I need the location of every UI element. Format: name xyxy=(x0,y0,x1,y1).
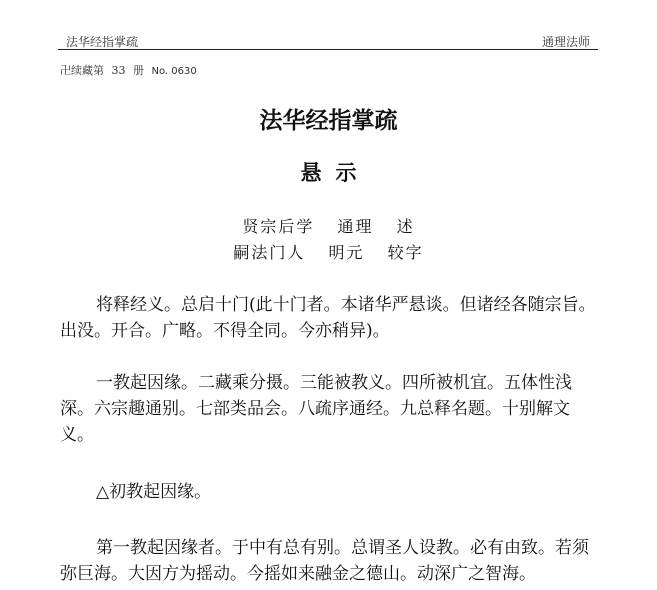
document-title: 法华经指掌疏 xyxy=(259,107,398,134)
author-name: 通理 xyxy=(337,217,374,236)
header-book-title: 法华经指掌疏 xyxy=(66,35,139,49)
volume-number: 33 xyxy=(111,64,126,77)
header-author: 通理法师 xyxy=(541,35,590,49)
author-role: 贤宗后学 xyxy=(242,217,315,236)
paragraph-body: 第一教起因缘者。于中有总有别。总谓圣人设教。必有由致。若须弥巨海。大因方为摇动。今摇如来融金之德山。动深广之智海。 xyxy=(60,538,589,584)
running-header xyxy=(58,29,598,50)
paragraph-ten-gates: 一教起因缘。二藏乘分摄。三能被教义。四所被机宜。五体性浅深。六宗趣通别。七部类品会。八疏序通经。九总释名题。十别解文义。 xyxy=(60,373,572,445)
author-credits xyxy=(0,214,657,266)
volume-collection: 卍续藏第 xyxy=(60,64,104,77)
author-line-1 xyxy=(0,214,657,240)
volume-unit: 册 xyxy=(133,64,144,77)
author-line-2 xyxy=(0,240,657,266)
volume-reference xyxy=(60,62,201,78)
volume-no: No. 0630 xyxy=(151,66,197,77)
paragraph-intro: 将释经义。总启十门(此十门者。本诸华严悬谈。但诸经各随宗旨。出没。开合。广略。不得全同。今亦稍异)。 xyxy=(60,295,596,341)
editor-action: 较字 xyxy=(387,243,424,262)
document-subtitle: 悬示 xyxy=(300,160,371,185)
author-action: 述 xyxy=(396,217,415,236)
editor-role: 嗣法门人 xyxy=(233,243,306,262)
section-heading: △初教起因缘。 xyxy=(96,482,212,502)
editor-name: 明元 xyxy=(328,243,365,262)
